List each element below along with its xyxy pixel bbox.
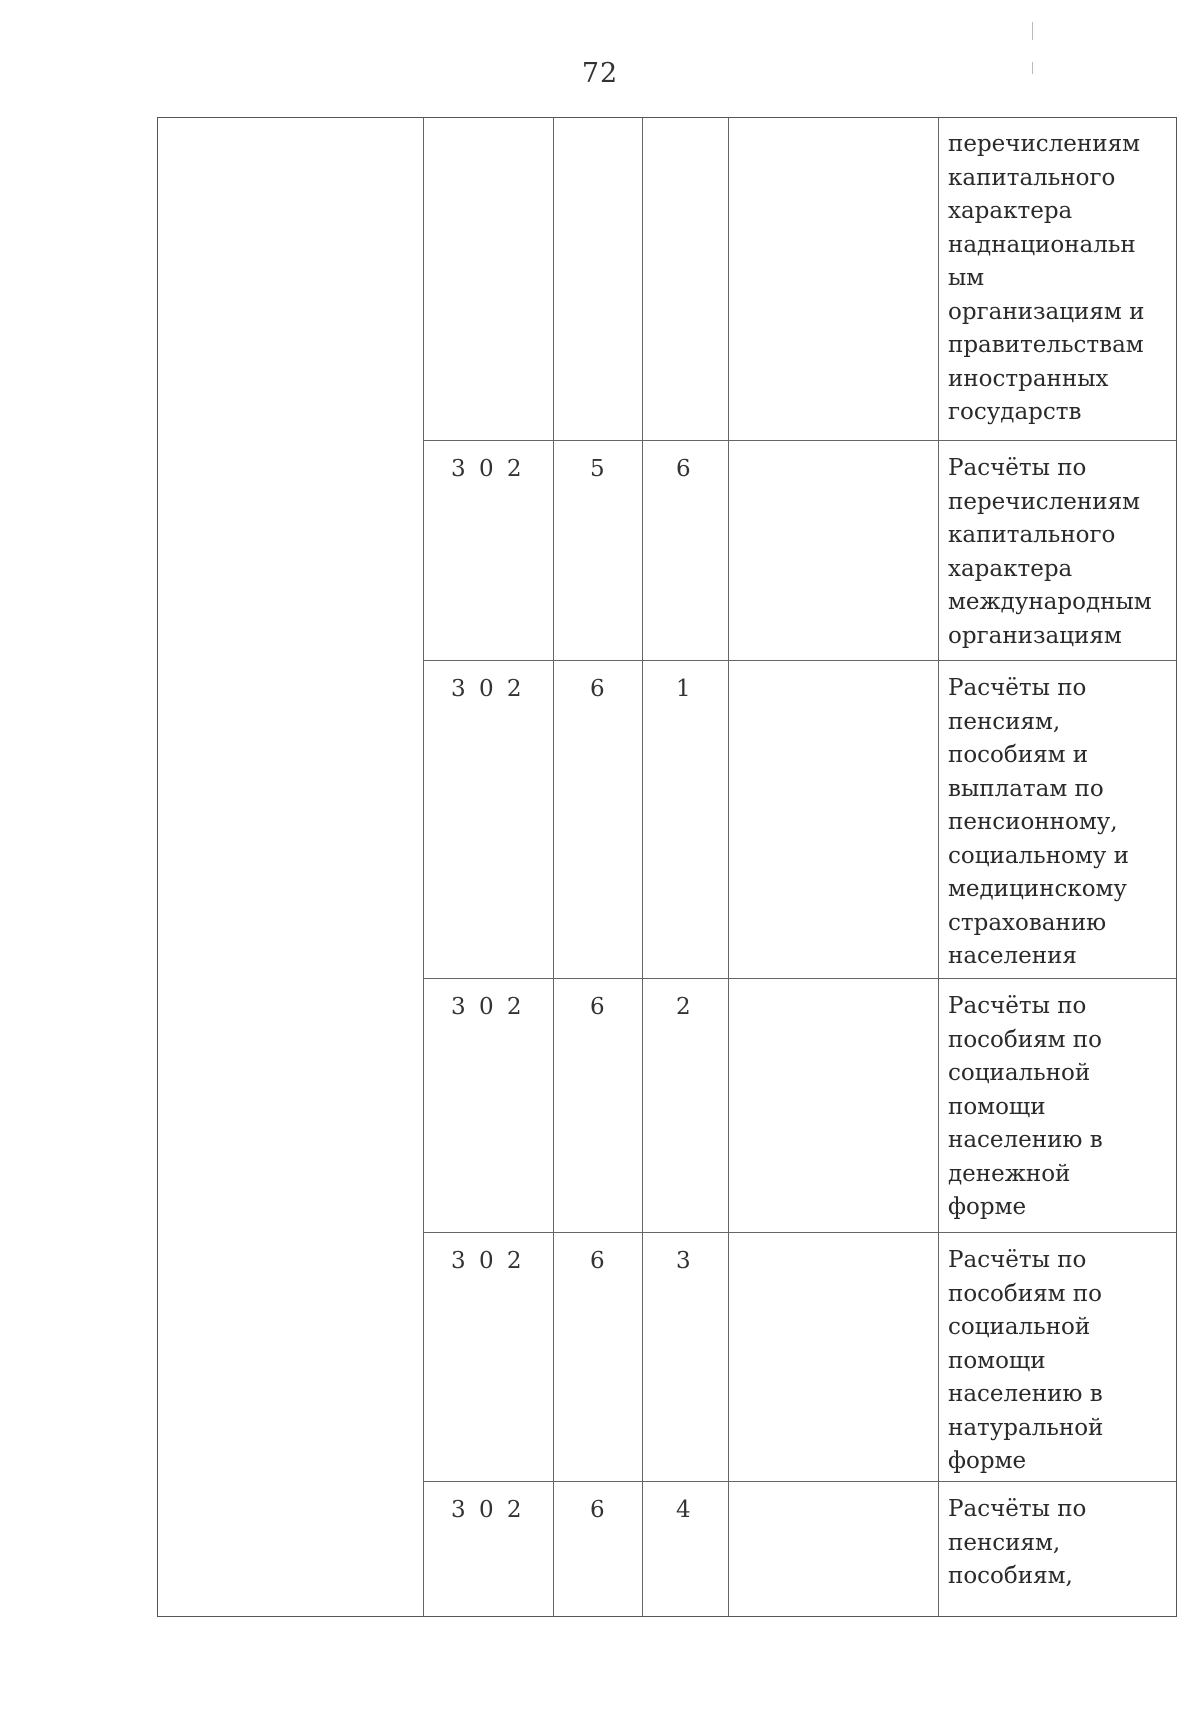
account-name: Расчёты по перечислениям капитального характера международным организациям	[948, 455, 1152, 649]
scan-mark	[1032, 22, 1033, 40]
account-code-2: 6	[590, 676, 608, 702]
table-row	[423, 1232, 1176, 1233]
account-code-1: 3 0 2	[451, 994, 525, 1020]
account-code-3: 1	[676, 676, 694, 702]
column-divider	[728, 118, 729, 1616]
column-divider	[938, 118, 939, 1616]
table-row	[423, 660, 1176, 661]
account-name: Расчёты по пособиям по социальной помощи населению в натуральной форме	[948, 1247, 1104, 1474]
account-name: Расчёты по пенсиям, пособиям,	[948, 1496, 1087, 1589]
account-code-2: 6	[590, 994, 608, 1020]
account-code-1: 3 0 2	[451, 676, 525, 702]
account-code-3: 3	[676, 1248, 694, 1274]
column-divider	[553, 118, 554, 1616]
account-code-2: 5	[590, 456, 608, 482]
account-name: перечислениям капитального характера наднациональн ым организациям и правительствам иностранных государств	[948, 131, 1145, 425]
account-code-3: 6	[676, 456, 694, 482]
table-row	[423, 1481, 1176, 1482]
table-row	[423, 440, 1176, 441]
account-code-1: 3 0 2	[451, 456, 525, 482]
account-code-2: 6	[590, 1248, 608, 1274]
account-code-1: 3 0 2	[451, 1497, 525, 1523]
column-divider	[423, 118, 424, 1616]
table-row	[423, 978, 1176, 979]
accounts-table	[157, 117, 1177, 1617]
page-number: 72	[581, 58, 619, 89]
account-code-2: 6	[590, 1497, 608, 1523]
column-divider	[642, 118, 643, 1616]
account-name: Расчёты по пособиям по социальной помощи населению в денежной форме	[948, 993, 1103, 1220]
account-name: Расчёты по пенсиям, пособиям и выплатам по пенсионному, социальному и медицинскому страхованию населения	[948, 675, 1129, 969]
scan-mark	[1032, 62, 1033, 74]
account-code-3: 4	[676, 1497, 694, 1523]
account-code-3: 2	[676, 994, 694, 1020]
account-code-1: 3 0 2	[451, 1248, 525, 1274]
